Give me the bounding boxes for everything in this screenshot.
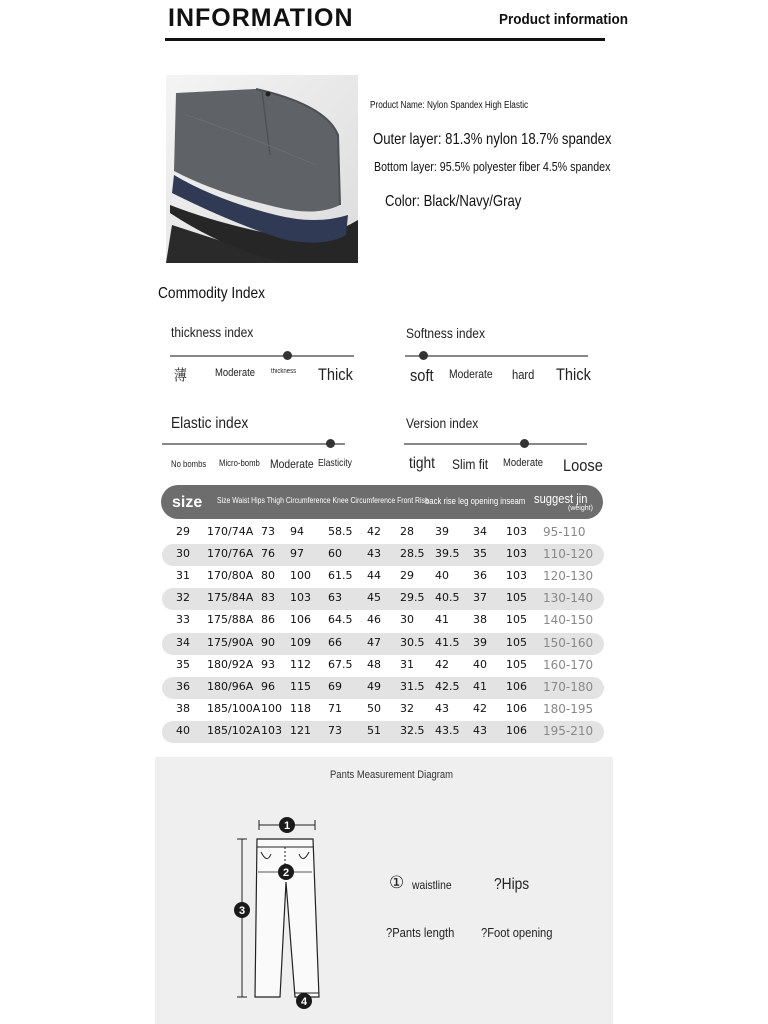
table-cell: 175/90A [207,635,254,649]
table-cell: 71 [328,701,342,715]
table-cell: 105 [506,657,527,671]
table-cell: 34 [473,525,487,538]
table-cell: 44 [367,569,381,583]
table-cell: 115 [290,679,311,693]
softness-label-4: Thick [556,365,591,384]
thickness-label-3: thickness [271,368,297,375]
table-cell: 48 [367,657,381,671]
table-cell: 195-210 [543,723,594,738]
bottom-layer: Bottom layer: 95.5% polyester fiber 4.5% spandex [374,159,611,174]
header-suggest: suggest jin [534,491,588,506]
table-cell: 170/80A [207,569,254,583]
softness-marker [419,351,428,360]
table-cell: 37 [473,591,487,605]
table-cell: 73 [328,723,342,737]
table-cell: 103 [290,591,311,605]
marker-4 [296,993,312,1009]
thickness-label-4: Thick [318,365,353,384]
table-cell: 130-140 [543,591,594,606]
table-cell: 29 [176,525,190,538]
version-scale [404,443,587,445]
measurement-diagram [155,757,613,1024]
table-cell: 96 [261,679,275,693]
table-cell: 38 [176,701,190,715]
header-columns: Size Waist Hips Thigh Circumference Knee Circumference Front Rise [217,496,429,505]
table-cell: 31 [176,569,190,583]
table-cell: 40.5 [435,591,460,605]
softness-scale [405,355,588,357]
table-cell: 39 [435,525,449,538]
table-cell: 67.5 [328,657,353,671]
table-cell: 39.5 [435,547,460,561]
pants-outline-illustration [225,812,335,1017]
pants-outline [255,839,319,997]
table-cell: 105 [506,591,527,605]
table-cell: 42 [435,657,449,671]
table-cell: 28 [400,525,414,538]
softness-label-1: soft [410,366,434,385]
table-cell: 40 [176,723,190,737]
table-cell: 32 [400,701,414,715]
table-cell: 105 [506,613,527,627]
thickness-scale [170,355,354,357]
table-cell: 106 [506,723,527,737]
table-cell: 175/88A [207,613,254,627]
table-cell: 170/74A [207,525,254,538]
marker-3 [234,902,250,918]
table-cell: 170/76A [207,547,254,561]
legend-foot-opening: ?Foot opening [481,925,553,940]
elastic-index-title: Elastic index [171,415,249,432]
table-cell: 97 [290,547,304,561]
thickness-index-title: thickness index [171,324,254,340]
product-color: Color: Black/Navy/Gray [385,193,522,210]
table-cell: 42.5 [435,679,460,693]
table-cell: 42 [473,701,487,715]
page-subtitle: Product information [499,11,628,28]
legend-waist-number: ① [389,873,405,892]
table-cell: 47 [367,635,381,649]
table-cell: 121 [290,723,311,737]
outer-layer: Outer layer: 81.3% nylon 18.7% spandex [373,131,612,148]
table-cell: 32.5 [400,723,425,737]
table-cell: 29.5 [400,591,425,605]
table-cell: 43 [473,723,487,737]
table-cell: 50 [367,701,381,715]
elastic-label-3: Moderate [270,457,314,471]
table-cell: 40 [435,569,449,583]
table-cell: 95-110 [543,525,586,539]
table-cell: 175/84A [207,591,254,605]
table-cell: 100 [261,701,282,715]
table-cell: 180/96A [207,679,254,693]
marker-3-label: 3 [238,905,246,917]
table-cell: 38 [473,613,487,627]
table-cell: 90 [261,635,275,649]
table-cell: 103 [506,569,527,583]
version-label-4: Loose [563,456,603,475]
product-name: Product Name: Nylon Spandex High Elastic [370,100,529,111]
table-cell: 105 [506,635,527,649]
version-label-3: Moderate [503,457,543,469]
thickness-marker [283,351,292,360]
table-cell: 180-195 [543,701,594,716]
table-cell: 43 [367,547,381,561]
header-weight: (weight) [568,505,593,512]
table-cell: 33 [176,613,190,627]
table-cell: 34 [176,635,190,649]
table-cell: 110-120 [543,547,594,562]
thickness-label-2: Moderate [215,367,255,379]
table-cell: 150-160 [543,635,594,650]
table-cell: 100 [290,569,311,583]
table-cell: 103 [261,723,282,737]
table-cell: 30 [176,547,190,561]
table-cell: 170-180 [543,679,594,694]
table-cell: 76 [261,547,275,561]
softness-label-2: Moderate [449,367,493,381]
table-cell: 103 [506,547,527,561]
table-cell: 43 [435,701,449,715]
button-icon [266,92,271,97]
table-cell: 41 [473,679,487,693]
legend-pants-length: ?Pants length [386,925,455,940]
marker-2 [278,864,294,880]
version-index-title: Version index [406,415,479,431]
commodity-index-title: Commodity Index [158,285,266,302]
softness-label-3: hard [512,367,535,382]
table-cell: 35 [176,657,190,671]
table-cell: 106 [506,701,527,715]
table-cell: 46 [367,613,381,627]
elastic-label-4: Elasticity [318,458,352,469]
page-title: INFORMATION [168,4,354,32]
table-cell: 36 [176,679,190,693]
table-cell: 140-150 [543,613,594,628]
table-cell: 80 [261,569,275,583]
table-cell: 41.5 [435,635,460,649]
legend-hips: ?Hips [494,876,530,893]
table-cell: 49 [367,679,381,693]
header-size: size [172,494,203,511]
table-cell: 94 [290,525,304,538]
marker-1-label: 1 [283,820,291,832]
table-cell: 45 [367,591,381,605]
table-cell: 36 [473,569,487,583]
table-cell: 109 [290,635,311,649]
table-cell: 31.5 [400,679,425,693]
table-cell: 58.5 [328,525,353,538]
table-cell: 83 [261,591,275,605]
marker-4-label: 4 [300,996,308,1008]
table-cell: 63 [328,591,342,605]
table-cell: 185/102A [207,723,261,737]
table-cell: 93 [261,657,275,671]
table-cell: 41 [435,613,449,627]
marker-2-label: 2 [282,867,290,879]
version-marker [520,439,529,448]
version-label-1: tight [409,455,436,472]
table-cell: 118 [290,701,311,715]
table-cell: 73 [261,525,275,538]
table-cell: 42 [367,525,381,538]
header-columns-2: back rise leg opening inseam [425,496,526,506]
softness-index-title: Softness index [406,325,485,341]
table-cell: 106 [290,613,311,627]
table-cell: 32 [176,591,190,605]
table-cell: 39 [473,635,487,649]
folded-pants-illustration [166,75,358,263]
table-cell: 106 [506,679,527,693]
table-cell: 28.5 [400,547,425,561]
marker-1 [279,817,295,833]
table-cell: 35 [473,547,487,561]
elastic-scale [162,443,345,445]
legend-waistline: waistline [412,878,452,892]
table-cell: 160-170 [543,657,594,672]
table-cell: 103 [506,525,527,538]
table-cell: 40 [473,657,487,671]
elastic-label-2: Micro-bomb [219,458,260,468]
header-divider [165,38,605,41]
version-label-2: Slim fit [452,456,489,472]
table-cell: 30 [400,613,414,627]
table-cell: 61.5 [328,569,353,583]
size-table-header [161,485,603,519]
table-cell: 64.5 [328,613,353,627]
table-cell: 69 [328,679,342,693]
table-cell: 185/100A [207,701,261,715]
table-cell: 112 [290,657,311,671]
table-cell: 180/92A [207,657,254,671]
table-cell: 120-130 [543,569,594,584]
table-cell: 29 [400,569,414,583]
elastic-marker [326,439,335,448]
table-cell: 43.5 [435,723,460,737]
thickness-label-1: 薄 [174,367,187,384]
table-cell: 86 [261,613,275,627]
table-cell: 60 [328,547,342,561]
elastic-label-1: No bombs [171,459,207,469]
diagram-title: Pants Measurement Diagram [330,769,454,781]
table-cell: 30.5 [400,635,425,649]
table-cell: 31 [400,657,414,671]
table-cell: 51 [367,723,381,737]
table-cell: 66 [328,635,342,649]
product-photo [166,75,358,263]
